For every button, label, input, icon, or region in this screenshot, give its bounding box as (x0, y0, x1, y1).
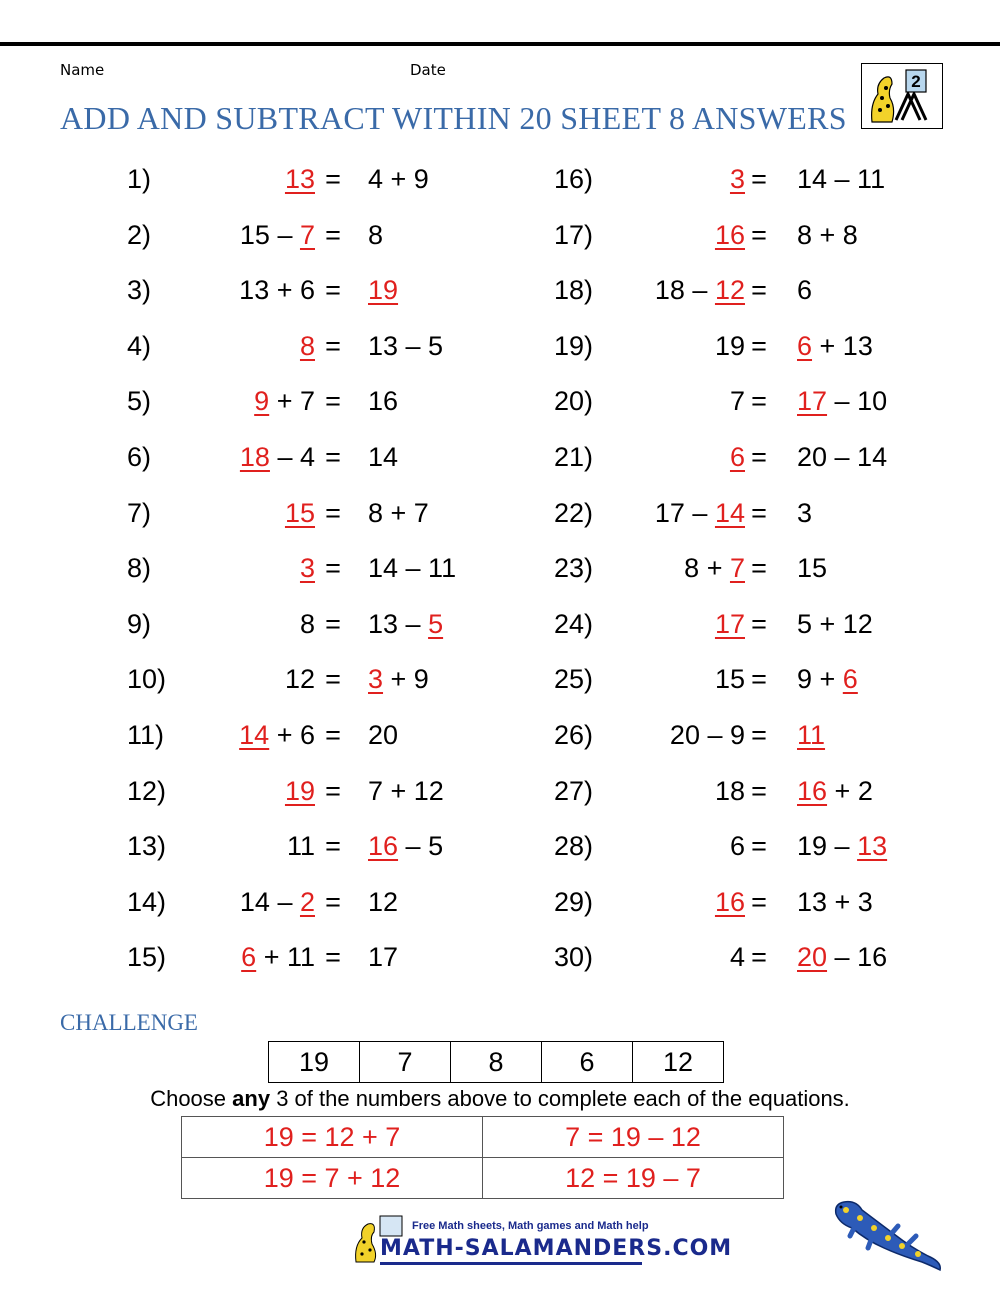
answer-value: 3 (729, 164, 745, 194)
equals-sign: = (325, 164, 341, 194)
problem-right-side (797, 664, 858, 695)
challenge-heading: CHALLENGE (60, 1010, 198, 1035)
problem-row (0, 275, 1000, 315)
problem-number: 3) (127, 275, 152, 306)
problem-number: 9) (127, 608, 152, 639)
expression-text: 17 – (654, 497, 715, 528)
equals-sign: = (751, 831, 767, 862)
problem-number: 28) (554, 831, 594, 862)
problem-right-side (797, 831, 887, 862)
problem-number: 27) (554, 775, 594, 806)
challenge-number-table (268, 1041, 724, 1083)
problem-row (0, 831, 1000, 871)
problem-row (0, 220, 1000, 260)
problem-row (0, 664, 1000, 704)
answer-value: 7 (299, 219, 315, 250)
expression-text: + 9 (383, 664, 429, 695)
problem-number: 25) (554, 664, 594, 695)
problem-right-side (797, 220, 858, 251)
challenge-instructions (0, 1086, 1000, 1112)
challenge-number: 12 (633, 1042, 724, 1083)
problem-row (0, 386, 1000, 426)
problem-number: 23) (554, 553, 594, 584)
problem-number: 16) (554, 164, 594, 194)
expression-text: 8 (368, 219, 384, 250)
problem-number: 2) (127, 219, 152, 250)
expression-text: 13 – (368, 608, 429, 639)
equals-sign: = (325, 442, 341, 472)
problem-row (0, 498, 1000, 538)
expression-text: 20 – 9 (669, 720, 745, 750)
problem-left-side (545, 831, 745, 862)
challenge-answer: 7 = 19 – 12 (483, 1117, 784, 1158)
answer-value: 14 (714, 497, 745, 528)
expression-text: 8 (299, 608, 315, 639)
expression-text: 15 – (239, 219, 300, 250)
problem-number: 22) (554, 497, 594, 528)
equals-sign: = (751, 608, 767, 639)
salamander-mascot-icon (828, 1196, 948, 1276)
logo-badge: 2 (911, 72, 921, 91)
equals-sign: = (325, 720, 341, 750)
expression-text: 5 + 12 (797, 608, 873, 639)
challenge-answer: 12 = 19 – 7 (483, 1158, 784, 1199)
problem-left-side (545, 664, 745, 695)
expression-text: 14 – 11 (797, 164, 886, 194)
expression-text: 13 + 3 (797, 886, 873, 917)
problem-number: 24) (554, 608, 594, 639)
answer-value: 13 (284, 164, 315, 194)
problem-left-side (545, 275, 745, 306)
expression-text: 20 – 14 (797, 442, 888, 472)
equals-sign: = (325, 386, 341, 417)
expression-text: 4 (729, 942, 745, 973)
answer-value: 19 (368, 275, 399, 306)
expression-text: 8 + 8 (797, 219, 858, 250)
answer-value: 6 (797, 330, 813, 361)
equals-sign: = (751, 330, 767, 361)
problem-right-side (797, 498, 812, 529)
problem-number: 17) (554, 219, 594, 250)
problem-left-side (545, 553, 745, 584)
equals-sign: = (751, 720, 767, 750)
problem-left-side (545, 609, 745, 640)
answer-value: 16 (368, 831, 399, 862)
expression-text: 13 – 5 (368, 330, 444, 361)
problem-right-side (797, 776, 873, 807)
challenge-number: 7 (360, 1042, 451, 1083)
expression-text: 19 (714, 330, 745, 361)
answer-value: 17 (797, 386, 828, 417)
instruction-emphasis: any (232, 1086, 271, 1111)
expression-text: – 10 (827, 386, 888, 417)
problem-number: 19) (554, 330, 594, 361)
date-label: Date (410, 61, 446, 79)
answer-value: 6 (729, 442, 745, 472)
equals-sign: = (325, 275, 341, 306)
problem-left-side (545, 442, 745, 473)
problem-left-side (545, 942, 745, 973)
problem-number: 14) (127, 886, 167, 917)
answer-value: 6 (241, 942, 257, 973)
problem-right-side (797, 164, 885, 195)
answer-value: 16 (797, 775, 828, 806)
problem-number: 15) (127, 942, 167, 973)
problem-right-side (797, 720, 825, 751)
problem-row (0, 887, 1000, 927)
equals-sign: = (751, 942, 767, 973)
answer-value: 5 (428, 608, 444, 639)
equals-sign: = (325, 553, 341, 584)
equals-sign: = (751, 664, 767, 695)
expression-text: + 7 (269, 386, 315, 417)
expression-text: + 2 (827, 775, 873, 806)
problem-left-side (545, 331, 745, 362)
problem-right-side (797, 887, 873, 918)
equals-sign: = (751, 497, 767, 528)
expression-text: 17 (368, 942, 399, 973)
problem-number: 20) (554, 386, 594, 417)
challenge-number: 6 (542, 1042, 633, 1083)
equals-sign: = (751, 275, 767, 306)
answer-value: 14 (239, 720, 270, 750)
expression-text: 8 + (684, 553, 730, 584)
instruction-text: 3 of the numbers above to complete each of the equations. (270, 1086, 850, 1111)
expression-text: 19 – (797, 831, 858, 862)
problem-number: 1) (127, 164, 152, 194)
problem-left-side (545, 720, 745, 751)
expression-text: – 4 (269, 442, 315, 472)
expression-text: 12 (284, 664, 315, 695)
expression-text: + 11 (256, 942, 315, 973)
footer-tagline: Free Math sheets, Math games and Math help (412, 1220, 649, 1232)
equals-sign: = (325, 330, 341, 361)
challenge-number: 19 (269, 1042, 360, 1083)
name-label: Name (60, 61, 105, 79)
answer-value: 6 (842, 664, 858, 695)
instruction-text: Choose (150, 1086, 233, 1111)
expression-text: 14 – (239, 886, 300, 917)
expression-text: 4 + 9 (368, 164, 429, 194)
problem-number: 4) (127, 330, 152, 361)
answer-value: 7 (729, 553, 745, 584)
equals-sign: = (325, 942, 341, 973)
expression-text: 14 – 11 (368, 553, 457, 584)
expression-text: 20 (368, 720, 399, 750)
equals-sign: = (751, 164, 767, 194)
problem-left-side (545, 386, 745, 417)
problem-number: 12) (127, 775, 167, 806)
expression-text: 15 (797, 553, 828, 584)
expression-text: – 16 (827, 942, 888, 973)
expression-text: + 6 (269, 720, 315, 750)
expression-text: 14 (368, 442, 399, 472)
problem-number: 18) (554, 275, 594, 306)
problem-row (0, 776, 1000, 816)
expression-text: 13 + 6 (239, 275, 315, 306)
problem-right-side (797, 275, 812, 306)
answer-value: 18 (239, 442, 270, 472)
expression-text: 8 + 7 (368, 497, 429, 528)
footer-brand: MATH-SALAMANDERS.COM (380, 1236, 733, 1261)
problem-number: 13) (127, 831, 167, 862)
footer-underline (380, 1262, 642, 1265)
problem-row (0, 942, 1000, 982)
problem-number: 30) (554, 942, 594, 973)
problem-row (0, 331, 1000, 371)
challenge-number: 8 (451, 1042, 542, 1083)
problem-number: 21) (554, 442, 594, 472)
problem-row (0, 609, 1000, 649)
problem-right-side (797, 331, 873, 362)
problem-right-side (797, 553, 827, 584)
expression-text: 9 + (797, 664, 843, 695)
equals-sign: = (751, 553, 767, 584)
problem-row (0, 164, 1000, 204)
equals-sign: = (751, 886, 767, 917)
expression-text: 18 (714, 775, 745, 806)
answer-value: 17 (714, 608, 745, 639)
answer-value: 8 (299, 330, 315, 361)
expression-text: – 5 (398, 831, 444, 862)
answer-value: 2 (299, 886, 315, 917)
expression-text: 6 (729, 831, 745, 862)
problem-left-side (545, 776, 745, 807)
expression-text: 11 (286, 831, 315, 862)
equals-sign: = (325, 497, 341, 528)
challenge-answer: 19 = 12 + 7 (182, 1117, 483, 1158)
equals-sign: = (325, 608, 341, 639)
expression-text: 7 (729, 386, 745, 417)
equals-sign: = (325, 831, 341, 862)
answer-value: 19 (284, 775, 315, 806)
answer-value: 9 (254, 386, 270, 417)
problem-right-side (797, 442, 887, 473)
equals-sign: = (751, 386, 767, 417)
answer-value: 16 (714, 219, 745, 250)
problem-number: 7) (127, 497, 152, 528)
answer-value: 3 (299, 553, 315, 584)
expression-text: 3 (797, 497, 813, 528)
answer-value: 13 (857, 831, 888, 862)
problem-number: 11) (127, 720, 165, 750)
equals-sign: = (325, 664, 341, 695)
problem-left-side (545, 220, 745, 251)
expression-text: 6 (797, 275, 813, 306)
problem-row (0, 442, 1000, 482)
problem-left-side (545, 164, 745, 195)
problem-right-side (797, 609, 873, 640)
problem-number: 8) (127, 553, 152, 584)
problem-row (0, 553, 1000, 593)
problem-number: 26) (554, 720, 594, 750)
problem-number: 29) (554, 886, 594, 917)
answer-value: 16 (714, 886, 745, 917)
equals-sign: = (325, 219, 341, 250)
expression-text: + 13 (812, 330, 873, 361)
problem-number: 6) (127, 442, 152, 472)
problem-number: 10) (127, 664, 167, 695)
answer-value: 11 (797, 720, 826, 750)
expression-text: 18 – (654, 275, 715, 306)
expression-text: 15 (714, 664, 745, 695)
answer-value: 12 (714, 275, 745, 306)
expression-text: 12 (368, 886, 399, 917)
equals-sign: = (751, 775, 767, 806)
problem-left-side (545, 887, 745, 918)
problem-left-side (545, 498, 745, 529)
equals-sign: = (751, 442, 767, 472)
page-title: ADD AND SUBTRACT WITHIN 20 SHEET 8 ANSWERS (60, 100, 847, 136)
expression-text: 7 + 12 (368, 775, 444, 806)
answer-value: 3 (368, 664, 384, 695)
challenge-answer-table (181, 1116, 784, 1199)
answer-value: 15 (284, 497, 315, 528)
problem-right-side (797, 942, 887, 973)
equals-sign: = (325, 886, 341, 917)
equals-sign: = (325, 775, 341, 806)
problem-right-side (797, 386, 887, 417)
problem-number: 5) (127, 386, 152, 417)
problem-row (0, 720, 1000, 760)
answer-value: 20 (797, 942, 828, 973)
expression-text: 16 (368, 386, 399, 417)
challenge-answer: 19 = 7 + 12 (182, 1158, 483, 1199)
equals-sign: = (751, 219, 767, 250)
